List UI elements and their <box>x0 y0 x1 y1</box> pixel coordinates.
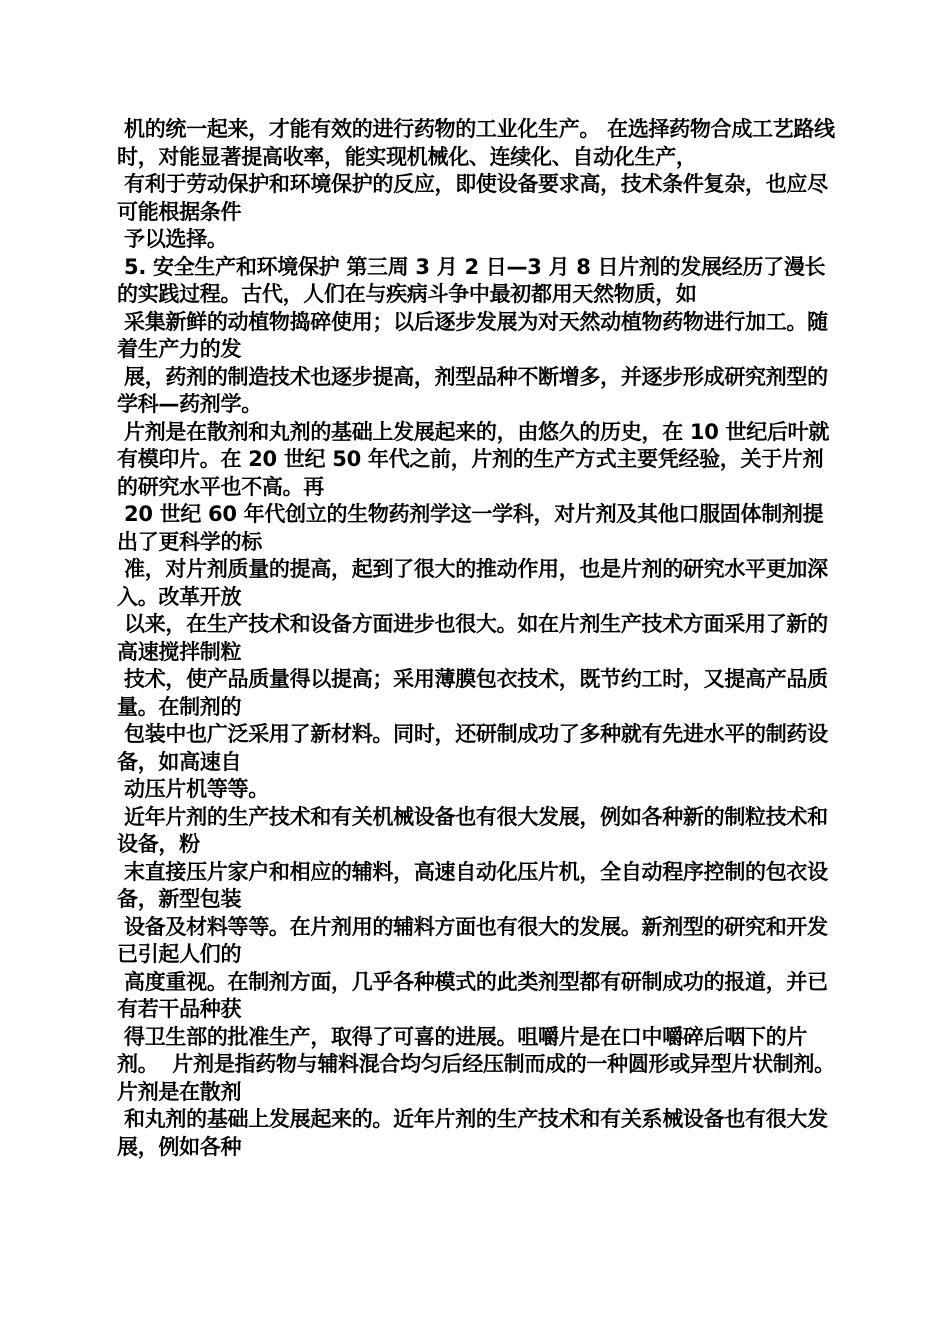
paragraph-10: 以来，在生产技术和设备方面进步也很大。如在片剂生产技术方面采用了新的高速搅拌制粒 <box>117 612 828 664</box>
paragraph-14: 近年片剂的生产技术和有关机械设备也有很大发展，例如各种新的制粒技术和设备，粉 <box>117 804 828 856</box>
paragraph-3: 予以选择。 <box>117 227 228 251</box>
paragraph-5: 采集新鲜的动植物捣碎使用；以后逐步发展为对天然动植物药物进行加工。随着生产力的发 <box>117 309 828 361</box>
paragraph-4: 5. 安全生产和环境保护 第三周 3 月 2 日—3 月 8 日片剂的发展经历了漫长的实践过程。古代，人们在与疾病斗争中最初都用天然物质，如 <box>117 254 826 306</box>
document-body <box>117 116 837 1161</box>
paragraph-11: 技术，使产品质量得以提高；采用薄膜包衣技术，既节约工时，又提高产品质量。在制剂的 <box>117 667 828 719</box>
paragraph-16: 设备及材料等等。在片剂用的辅料方面也有很大的发展。新剂型的研究和开发已引起人们的 <box>117 914 828 966</box>
paragraph-13: 动压片机等等。 <box>117 777 269 801</box>
paragraph-2: 有利于劳动保护和环境保护的反应，即使设备要求高，技术条件复杂，也应尽可能根据条件 <box>117 172 828 224</box>
paragraph-15: 末直接压片家户和相应的辅料，高速自动化压片机，全自动程序控制的包衣设备，新型包装 <box>117 859 828 911</box>
paragraph-17: 高度重视。在制剂方面，几乎各种模式的此类剂型都有研制成功的报道，并已有若干品种获 <box>117 969 828 1021</box>
paragraph-7: 片剂是在散剂和丸剂的基础上发展起来的，由悠久的历史，在 10 世纪后叶就有模印片。在 20 世纪 50 年代之前，片剂的生产方式主要凭经验，关于片剂的研究水平也不高。再 <box>117 419 830 499</box>
paragraph-9: 准，对片剂质量的提高，起到了很大的推动作用，也是片剂的研究水平更加深入。改革开放 <box>117 557 828 609</box>
paragraph-8: 20 世纪 60 年代创立的生物药剂学这一学科，对片剂及其他口服固体制剂提出了更科学的标 <box>117 502 824 554</box>
paragraph-18: 得卫生部的批准生产，取得了可喜的进展。咀嚼片是在口中嚼碎后咽下的片剂。 片剂是指药物与辅料混合均匀后经压制而成的一种圆形或异型片状制剂。片剂是在散剂 <box>117 1024 835 1104</box>
paragraph-6: 展，药剂的制造技术也逐步提高，剂型品种不断增多，并逐步形成研究剂型的学科—药剂学。 <box>117 364 828 416</box>
paragraph-19: 和丸剂的基础上发展起来的。近年片剂的生产技术和有关系械设备也有很大发展，例如各种 <box>117 1107 828 1159</box>
paragraph-1: 机的统一起来，才能有效的进行药物的工业化生产。 在选择药物合成工艺路线时，对能显著提高收率，能实现机械化、连续化、自动化生产， <box>117 117 835 169</box>
paragraph-12: 包装中也广泛采用了新材料。同时，还研制成功了多种就有先进水平的制药设备，如高速自 <box>117 722 828 774</box>
